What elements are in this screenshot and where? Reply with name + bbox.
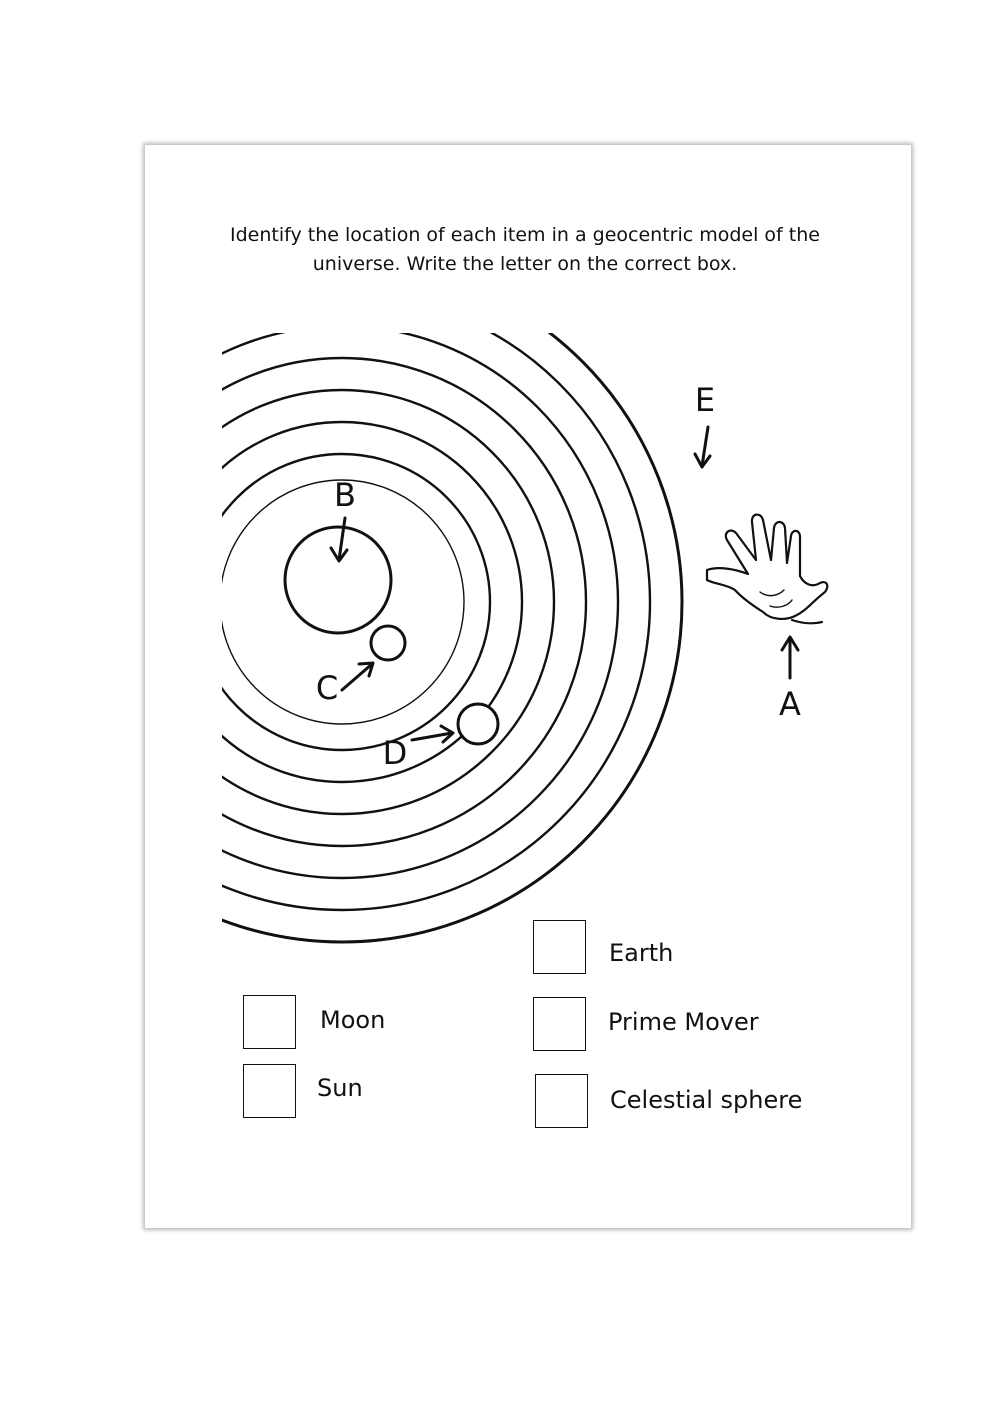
instructions-line-1: Identify the location of each item in a geocentric model of the: [230, 224, 820, 246]
orbit-ring-1: [220, 480, 464, 724]
answer-label-earth: Earth: [609, 939, 674, 967]
label-e: E: [694, 381, 716, 419]
arrow-b: [331, 518, 347, 561]
answer-box-prime-mover[interactable]: [533, 997, 586, 1051]
celestial-sphere-ring: [2, 262, 682, 942]
answer-label-celestial-sphere: Celestial sphere: [610, 1086, 803, 1114]
earth-circle: [285, 527, 391, 633]
moon-circle: [371, 626, 405, 660]
arrow-e: [695, 427, 710, 467]
label-d: D: [382, 734, 408, 772]
answer-box-earth[interactable]: [533, 920, 586, 974]
answer-box-celestial-sphere[interactable]: [535, 1074, 588, 1128]
instructions-line-2: universe. Write the letter on the correct box.: [312, 253, 738, 275]
orbit-ring-6: [66, 326, 618, 878]
sun-circle: [458, 704, 498, 744]
arrow-c: [342, 663, 373, 690]
answer-label-prime-mover: Prime Mover: [608, 1008, 759, 1036]
orbit-rings: [2, 262, 682, 942]
answer-label-moon: Moon: [320, 1006, 386, 1034]
answer-label-sun: Sun: [317, 1074, 363, 1102]
label-b: B: [334, 476, 356, 514]
arrow-a: [782, 637, 798, 678]
hand-icon: [707, 515, 827, 624]
answer-box-sun[interactable]: [243, 1064, 296, 1118]
label-a: A: [779, 685, 801, 723]
orbit-ring-7: [34, 294, 650, 910]
orbit-ring-5: [98, 358, 586, 846]
label-c: C: [315, 669, 339, 707]
answer-box-moon[interactable]: [243, 995, 296, 1049]
